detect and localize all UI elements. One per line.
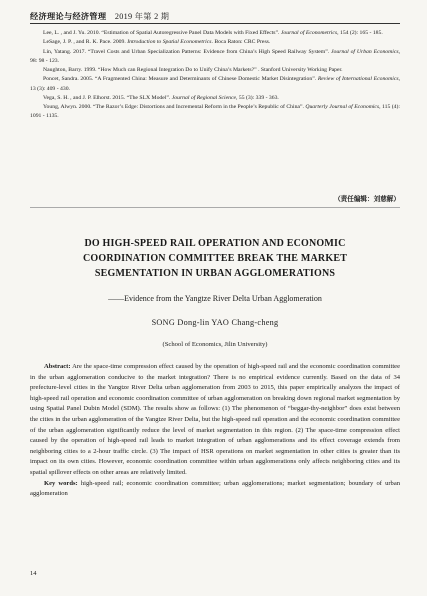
- reference-item: Naughton, Barry. 1999. “How Much can Regional Integration Do to Unify China’s Markets?” . Stanford University Working Paper.: [43, 67, 343, 73]
- section-divider: [30, 207, 400, 208]
- abstract-paragraph: [30, 362, 400, 479]
- abstract-section: [30, 362, 400, 500]
- title-line: SEGMENTATION IN URBAN AGGLOMERATIONS: [94, 268, 336, 279]
- article-subtitle: ——Evidence from the Yangtze River Delta Urban Agglomeration: [108, 294, 322, 303]
- title-line: DO HIGH-SPEED RAIL OPERATION AND ECONOMIC: [84, 238, 346, 249]
- header-rule: [30, 23, 400, 24]
- keywords-label: Key words:: [44, 479, 78, 487]
- reference-item: Vega, S. H. , and J. P. Elhorst. 2015. “The SLX Model”. Journal of Regional Science, 55 (3): 339 - 363.: [43, 94, 279, 101]
- reference-list: [30, 29, 400, 122]
- reference-item: Young, Alwyn. 2000. “The Razor’s Edge: Distortions and Incremental Reform in the People’s Republic of China”. Quarterly Journal of Economics, 115 (4): 1091 - 1135.: [30, 104, 400, 120]
- keywords-text: high-speed rail; economic coordination committee; urban agglomerations; market segmentation; boundary of urban agglomeration: [30, 479, 400, 498]
- article-title: [30, 236, 400, 281]
- reference-item: LeSage, J. P. , and R. K. Pace. 2009. Introduction to Spatial Econometrics. Boca Raton: CRC Press.: [43, 39, 271, 46]
- author-affiliation: (School of Economics, Jilin University): [162, 341, 268, 348]
- journal-name: 经济理论与经济管理: [30, 11, 107, 21]
- author-names: SONG Dong-lin YAO Chang-cheng: [151, 318, 279, 327]
- reference-item: Lee, L. , and J. Yu. 2010. “Estimation of Spatial Autoregressive Panel Data Models with Fixed Effects”. Journal of Econometrics, 154 (2): 165 - 185.: [43, 30, 383, 36]
- title-line: COORDINATION COMMITTEE BREAK THE MARKET: [82, 253, 348, 264]
- abstract-label: Abstract:: [44, 363, 71, 370]
- abstract-text: Are the space-time compression effect caused by the operation of high-speed rail and the economic coordination committee in the urban agglomeration conducive to the market integration? There is no empirical evidence currently. Based on the data of 34 prefecture-level cities in the Yangtze River Delta urban agglomeration from 2003 to 2015, this paper empirically analyzes the impact of high-speed rail operation and economic coordination committee of urban agglomeration on breaking down regional market segmentation by using Spatial Panel Dubin Model (SDM). The results show as follows: (1) The phenomenon of “beggar-thy-neighbor” does exist between the cities in the urban agglomeration of the Yangtze River Delta, but the high-speed rail operation and the economic coordination committee of the urban agglomeration significantly reduce the level of market segmentation in this region. (2) The space-time compression effect caused by the operation of high-speed rail leads to market integration of urban agglomerations and its effect coverage extends from neighboring cities to a 2-hour traffic circle. (3) The impact of HSR operations on market segmentation in other cities is greater than its impact on its own cities. However, economic coordination committee within urban agglomerations only affects neighboring cities and its spatial spillover effects on other areas are relatively limited.: [30, 363, 400, 476]
- page-number: 14: [30, 570, 37, 577]
- reference-item: Lin, Yatang. 2017. “Travel Costs and Urban Specialization Patterns: Evidence from China’s High Speed Railway System”. Journal of Urban Economics, 98: 98 - 123.: [30, 48, 400, 64]
- keywords-paragraph: [30, 479, 400, 500]
- reference-item: Poncet, Sandra. 2005. “A Fragmented China: Measure and Determinants of Chinese Domestic Market Disintegration”. Review of International Economics, 13 (3): 409 - 430.: [30, 76, 400, 92]
- editor-note: （责任编辑：刘慈解）: [334, 195, 400, 203]
- issue-info: 2019 年第 2 期: [114, 12, 170, 21]
- running-header: [30, 11, 400, 22]
